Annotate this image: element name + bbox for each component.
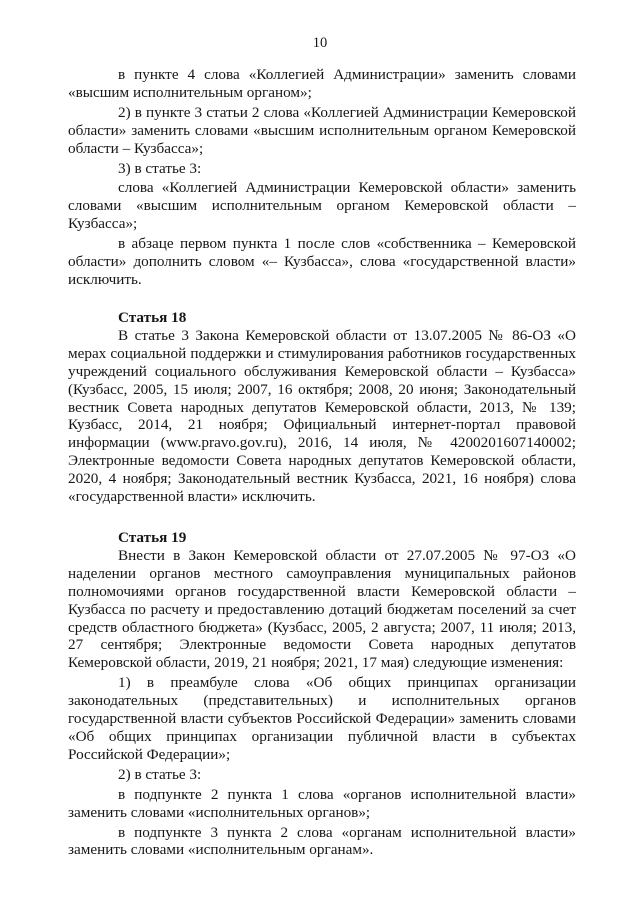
paragraph: 1) в преамбуле слова «Об общих принципах организации законодательных (представительных) и исполнительных органов государственной власти субъектов Российской Федерации» заменить словами «Об общих принципах организации публичной власти в субъектах Российской Федерации»; — [68, 674, 576, 763]
article-heading: Статья 19 — [118, 528, 187, 546]
paragraph: в подпункте 3 пункта 2 слова «органам исполнительной власти» заменить словами «исполнительным органам». — [68, 823, 576, 859]
paragraph: в подпункте 2 пункта 1 слова «органов исполнительной власти» заменить словами «исполнительных органов»; — [68, 785, 576, 821]
paragraph: 2) в статье 3: — [118, 765, 202, 783]
page-number: 10 — [312, 35, 328, 51]
document-body — [68, 66, 576, 859]
paragraph: Внести в Закон Кемеровской области от 27.07.2005 № 97-ОЗ «О наделении органов местного самоуправления муниципальных районов полномочиями органов государственной власти Кемеровской области – Кузбасса по расчету и предоставлению дотаций бюджетам поселений за счет средств областного бюджета» (Кузбасс, 2005, 2 августа; 2007, 11 июля; 2013, 27 сентября; Электронные ведомости Совета народных депутатов Кемеровской области, 2019, 21 ноября; 2021, 17 мая) следующие изменения: — [68, 546, 576, 672]
paragraph: В статье 3 Закона Кемеровской области от 13.07.2005 № 86-ОЗ «О мерах социальной поддержки и стимулирования работников государственных учреждений социального обслуживания Кемеровской области – Кузбасса» (Кузбасс, 2005, 15 июля; 2007, 16 октября; 2008, 20 июня; Законодательный вестник Совета народных депутатов Кемеровской области, 2013, № 139; Кузбасс, 2014, 21 ноября; Официальный интернет-портал правовой информации (www.pravo.gov.ru), 2016, 14 июля, № 4200201607140002; Электронные ведомости Совета народных депутатов Кемеровской области, 2020, 4 ноября; Законодательный вестник Кузбасса, 2021, 16 ноября) слова «государственной власти» исключить. — [68, 326, 576, 506]
article-19 — [68, 529, 576, 859]
paragraph: слова «Коллегией Администрации Кемеровской области» заменить словами «высшим исполнительным органом Кемеровской области – Кузбасса»; — [68, 179, 576, 233]
article-18 — [68, 309, 576, 506]
paragraph: в абзаце первом пункта 1 после слов «собственника – Кемеровской области» дополнить словом «– Кузбасса», слова «государственной власти» исключить. — [68, 235, 576, 288]
paragraph: 3) в статье 3: — [118, 159, 202, 177]
article-heading: Статья 18 — [118, 308, 187, 326]
paragraph: 2) в пункте 3 статьи 2 слова «Коллегией Администрации Кемеровской области» заменить словами «высшим исполнительным органом Кемеровской области – Кузбасса»; — [68, 103, 576, 157]
intro-section — [68, 66, 576, 289]
paragraph: в пункте 4 слова «Коллегией Администрации» заменить словами «высшим исполнительным органом»; — [68, 66, 576, 101]
